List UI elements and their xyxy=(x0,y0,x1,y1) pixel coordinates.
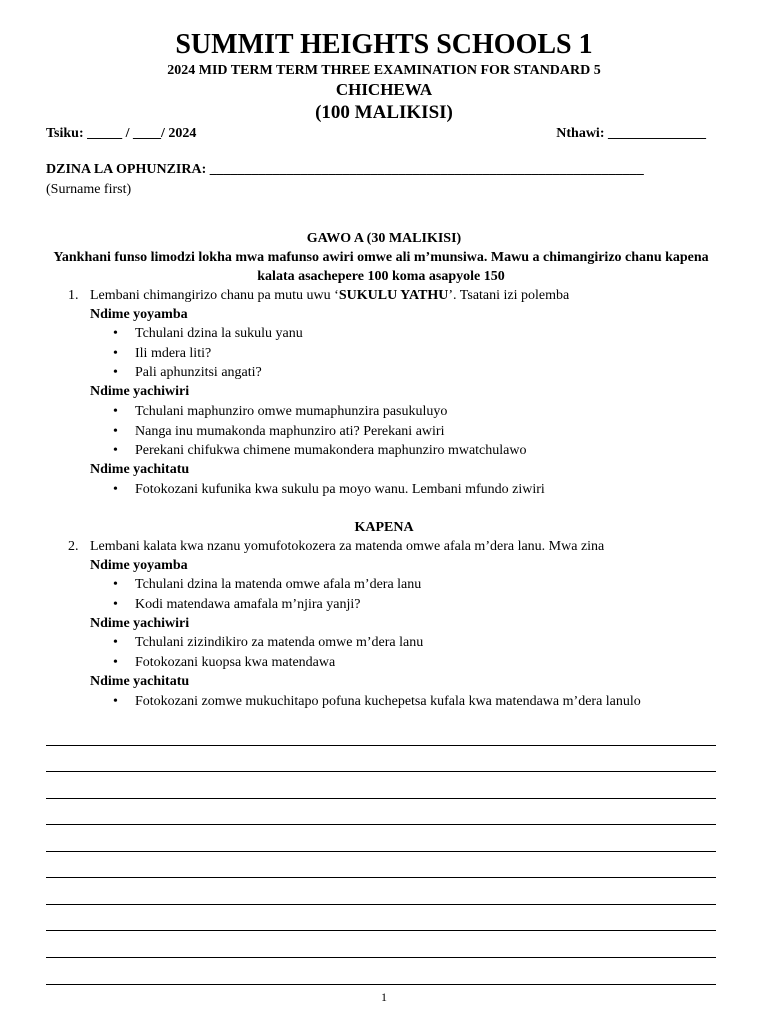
section-title: GAWO A (30 MALIKISI) xyxy=(306,231,462,246)
stream-field[interactable]: Nthawi: ______________ xyxy=(556,126,706,141)
question-text: ’. Tsatani izi polemba xyxy=(448,288,570,303)
paragraph-heading: Ndime yachitatu xyxy=(90,674,190,689)
question-2 xyxy=(68,537,604,556)
list-item: • Tchulani dzina la sukulu yanu xyxy=(113,326,303,341)
list-item: • Fotokozani kuopsa kwa matendawa xyxy=(113,655,336,670)
paragraph-heading: Ndime yachitatu xyxy=(90,462,190,477)
list-item: • Tchulani dzina la matenda omwe afala m’dera lanu xyxy=(113,577,422,592)
list-item: • Fotokozani kufunika kwa sukulu pa moyo wanu. Lembani mfundo ziwiri xyxy=(113,482,545,497)
list-item: • Nanga inu mumakonda maphunziro ati? Perekani awiri xyxy=(113,424,445,439)
answer-line[interactable] xyxy=(46,745,716,746)
list-item: • Kodi matendawa amafala m’njira yanji? xyxy=(113,597,361,612)
list-item: • Perekani chifukwa chimene mumakondera maphunziro mwatchulawo xyxy=(113,443,527,458)
answer-line[interactable] xyxy=(46,930,716,931)
question-1 xyxy=(68,286,569,305)
answer-line[interactable] xyxy=(46,771,716,772)
subject-title: CHICHEWA xyxy=(335,80,433,99)
bullet-icon: • xyxy=(113,694,118,709)
paragraph-heading: Ndime yachiwiri xyxy=(90,384,190,399)
list-item: • Tchulani maphunziro omwe mumaphunzira pasukuluyo xyxy=(113,404,448,419)
page-number: 1 xyxy=(381,990,387,1004)
question-text: Lembani kalata kwa nzanu yomufotokozera za matenda omwe afala m’dera lanu. Mwa zina xyxy=(90,539,605,554)
bullet-icon: • xyxy=(113,404,118,419)
student-name-field[interactable]: DZINA LA OPHUNZIRA: ______________________________________________________________ xyxy=(46,162,644,177)
question-number: 1. xyxy=(68,288,79,303)
list-item: • Tchulani zizindikiro za matenda omwe m’dera lanu xyxy=(113,635,424,650)
date-stream-row xyxy=(46,124,706,144)
school-name: SUMMIT HEIGHTS SCHOOLS 1 xyxy=(175,29,593,60)
list-item: • Fotokozani zomwe mukuchitapo pofuna kuchepetsa kufala kwa matendawa m’dera lanulo xyxy=(113,694,641,709)
or-label: KAPENA xyxy=(354,520,414,535)
date-field[interactable]: Tsiku: _____ / ____/ 2024 xyxy=(46,126,197,141)
answer-line[interactable] xyxy=(46,824,716,825)
answer-line[interactable] xyxy=(46,957,716,958)
bullet-icon: • xyxy=(113,482,118,497)
bullet-icon: • xyxy=(113,326,118,341)
bullet-icon: • xyxy=(113,635,118,650)
paragraph-heading: Ndime yachiwiri xyxy=(90,616,190,631)
bullet-icon: • xyxy=(113,424,118,439)
exam-title: 2024 MID TERM TERM THREE EXAMINATION FOR STANDARD 5 xyxy=(167,63,601,78)
paragraph-heading: Ndime yoyamba xyxy=(90,558,188,573)
question-text: Lembani chimangirizo chanu pa mutu uwu ‘ xyxy=(90,288,339,303)
answer-line[interactable] xyxy=(46,851,716,852)
bullet-icon: • xyxy=(113,365,118,380)
question-number: 2. xyxy=(68,539,79,554)
bullet-icon: • xyxy=(113,597,118,612)
bullet-icon: • xyxy=(113,443,118,458)
total-marks: (100 MALIKISI) xyxy=(315,102,453,123)
answer-line[interactable] xyxy=(46,984,716,985)
list-item: • Pali aphunzitsi angati? xyxy=(113,365,262,380)
answer-line[interactable] xyxy=(46,877,716,878)
bullet-icon: • xyxy=(113,577,118,592)
answer-line[interactable] xyxy=(46,798,716,799)
bullet-icon: • xyxy=(113,346,118,361)
essay-title: SUKULU YATHU xyxy=(338,288,449,303)
section-instruction: Yankhani funso limodzi lokha mwa mafunso awiri omwe ali m’munsiwa. Mawu a chimangirizo chanu kapena kalata asachepere 100 koma asapyole 150 xyxy=(53,250,709,284)
surname-note: (Surname first) xyxy=(46,182,132,197)
answer-line[interactable] xyxy=(46,904,716,905)
bullet-icon: • xyxy=(113,655,118,670)
paragraph-heading: Ndime yoyamba xyxy=(90,307,188,322)
list-item: • Ili mdera liti? xyxy=(113,346,212,361)
